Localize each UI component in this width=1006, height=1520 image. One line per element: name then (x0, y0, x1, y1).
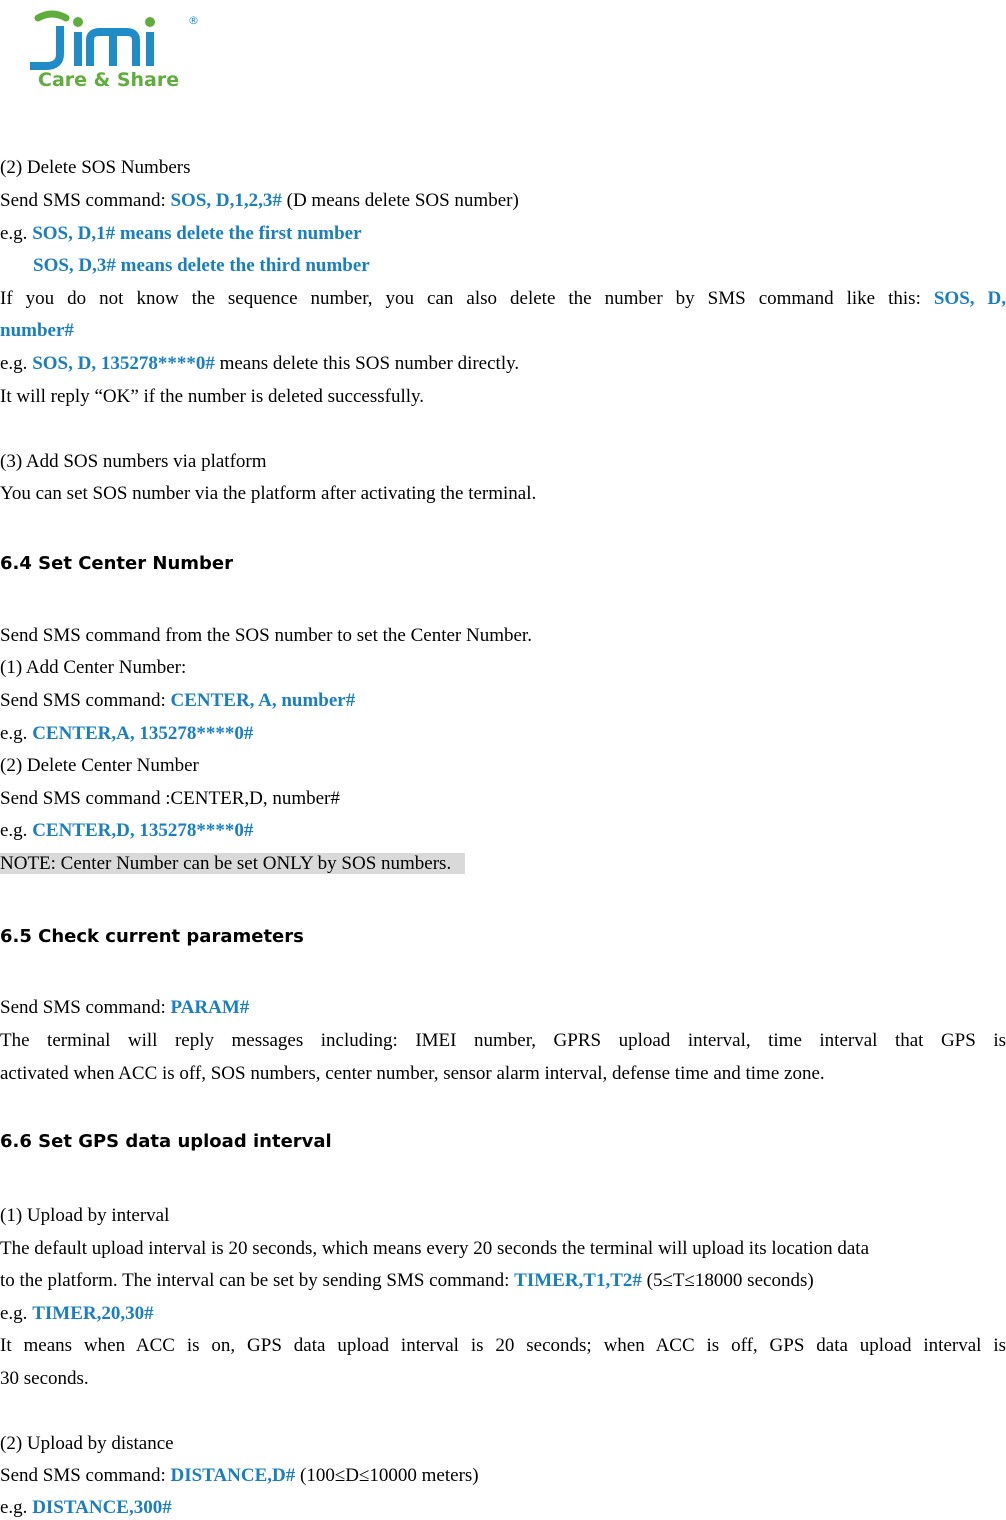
param-command: Send SMS command: PARAM# (0, 997, 250, 1018)
section-heading-6-5: 6.5 Check current parameters (0, 926, 304, 947)
delete-third-example: SOS, D,3# means delete the third number (33, 255, 370, 276)
delete-by-number-text: If you do not know the sequence number, you can also delete the number by SMS command like this: SOS, D, (0, 288, 1006, 309)
distance-example: e.g. DISTANCE,300# (0, 1497, 172, 1518)
upload-interval-heading: (1) Upload by interval (0, 1205, 170, 1226)
timer-explanation-line-2: 30 seconds. (0, 1368, 89, 1389)
jimi-logo (8, 6, 208, 96)
add-sos-platform-text: You can set SOS number via the platform after activating the terminal. (0, 483, 537, 504)
delete-sos-command: Send SMS command: SOS, D,1,2,3# (D means delete SOS number) (0, 190, 519, 211)
reply-ok-text: It will reply “OK” if the number is deleted successfully. (0, 386, 425, 407)
distance-command: Send SMS command: DISTANCE,D# (100≤D≤10000 meters) (0, 1465, 479, 1486)
add-center-command: Send SMS command: CENTER, A, number# (0, 690, 356, 711)
param-reply-line-1: The terminal will reply messages including: IMEI number, GPRS upload interval, time interval that GPS is (0, 1030, 1006, 1051)
add-center-heading: (1) Add Center Number: (0, 657, 187, 678)
delete-center-heading: (2) Delete Center Number (0, 755, 199, 776)
delete-center-command: Send SMS command :CENTER,D, number# (0, 788, 340, 809)
upload-distance-heading: (2) Upload by distance (0, 1433, 174, 1454)
delete-direct-example: e.g. SOS, D, 135278****0# means delete this SOS number directly. (0, 353, 520, 374)
center-note: NOTE: Center Number can be set ONLY by SOS numbers. (0, 852, 465, 876)
registered-mark: ® (188, 14, 199, 27)
timer-command: to the platform. The interval can be set by sending SMS command: TIMER,T1,T2# (5≤T≤18000 seconds) (0, 1270, 814, 1291)
delete-first-example: e.g. SOS, D,1# means delete the first number (0, 223, 362, 244)
center-number-intro: Send SMS command from the SOS number to set the Center Number. (0, 625, 532, 646)
timer-explanation-line-1: It means when ACC is on, GPS data upload interval is 20 seconds; when ACC is off, GPS data upload interval is (0, 1335, 1006, 1356)
section-heading-6-4: 6.4 Set Center Number (0, 553, 233, 574)
section-heading-6-6: 6.6 Set GPS data upload interval (0, 1131, 332, 1152)
upload-interval-line-1: The default upload interval is 20 seconds, which means every 20 seconds the terminal will upload its location data (0, 1238, 870, 1259)
param-reply-line-2: activated when ACC is off, SOS numbers, center number, sensor alarm interval, defense time and time zone. (0, 1063, 825, 1084)
logo-tagline: Care & Share (38, 69, 180, 91)
add-sos-platform-heading: (3) Add SOS numbers via platform (0, 451, 267, 472)
delete-by-number-cmd: number# (0, 320, 74, 341)
timer-example: e.g. TIMER,20,30# (0, 1303, 154, 1324)
delete-center-example: e.g. CENTER,D, 135278****0# (0, 820, 254, 841)
delete-sos-heading: (2) Delete SOS Numbers (0, 157, 191, 178)
add-center-example: e.g. CENTER,A, 135278****0# (0, 723, 254, 744)
